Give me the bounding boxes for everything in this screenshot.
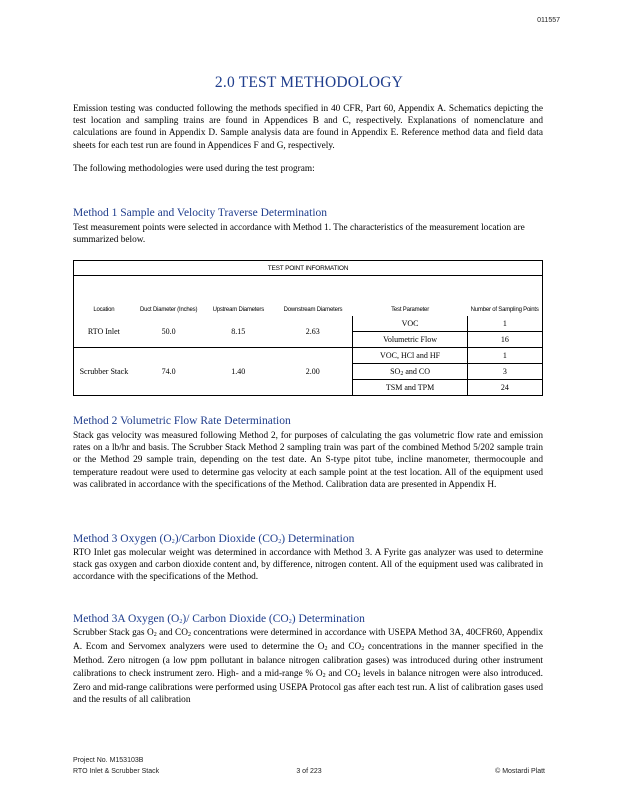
method1-text: Test measurement points were selected in accordance with Method 1. The characteristics of the measurement location are summarized below. (73, 223, 525, 246)
rto-location: RTO Inlet (74, 316, 134, 348)
header-downstream: Downstream Diameters (283, 307, 343, 313)
scrub-param-voc: VOC, HCl and HF (353, 348, 467, 364)
table-title: TEST POINT INFORMATION (74, 261, 543, 276)
page-title: 2.0 TEST METHODOLOGY (214, 74, 404, 91)
document-number: 011557 (537, 17, 560, 24)
method3a-heading: Method 3A Oxygen $(O_2)/$ Carbon Dioxide $(CO_2)$ Determination (73, 613, 365, 625)
table-row (74, 316, 543, 332)
rto-duct: 50.0 (161, 327, 176, 336)
rto-points-voc: 1 (467, 316, 542, 332)
test-point-table (73, 260, 543, 396)
header-location: Location (74, 276, 134, 317)
method1-heading: Method 1 Sample and Velocity Traverse Determination (73, 207, 328, 219)
scrub-points-so2: 3 (467, 364, 542, 380)
rto-param-voc: VOC (353, 316, 467, 332)
header-sampling-points: Number of Sampling Points (467, 276, 542, 317)
rto-points-flow: 16 (467, 332, 542, 348)
footer-page-number: 3 of 223 (296, 768, 322, 775)
rto-downstream: 2.63 (305, 327, 320, 336)
method2-heading: Method 2 Volumetric Flow Rate Determination (73, 415, 291, 427)
scrub-duct: 74.0 (134, 348, 204, 396)
scrub-location: Scrubber Stack (74, 348, 134, 396)
intro-section (73, 103, 543, 175)
method3-text: RTO Inlet gas molecular weight was determined in accordance with Method 3. A Fyrite gas analyzer was used to determine stack gas oxygen and carbon dioxide content and, by difference, nitrogen content. All of the equipment used was calibrated in accordance with the specifications of the Method. (73, 548, 543, 583)
footer-project: Project No. M153103B (73, 757, 144, 764)
footer-location: RTO Inlet & Scrubber Stack (73, 768, 160, 775)
scrub-downstream: 2.00 (273, 348, 353, 396)
method3-heading: Method 3 Oxygen $(O_2)$/Carbon Dioxide $(CO_2)$ Determination (73, 533, 355, 545)
header-test-parameter: Test Parameter (391, 307, 429, 313)
scrub-points-voc: 1 (467, 348, 542, 364)
methodologies-lead: The following methodologies were used during the test program: (73, 163, 315, 174)
table-row (74, 348, 543, 364)
footer-company: © Mostardi Platt (495, 768, 545, 775)
header-upstream: Upstream Diameters (212, 307, 265, 313)
scrub-points-tsm: 24 (467, 380, 542, 396)
method2-text: Stack gas velocity was measured following Method 2, for purposes of calculating the gas volumetric flow rate and emission rates on a lb/hr and basis. The Scrubber Stack Method 2 sampling train was part of the combined Method 5/202 sample train or the Method 29 sample train, depending on the test date. An S-type pitot tube, incline manometer, thermocouple and temperature readout were used to determine gas velocity at each sample point at the test location. All of the equipment used was calibrated in accordance with the specifications of the Method. Calibration data are presented in Appendix H. (73, 431, 543, 490)
method3a-text: Scrubber Stack gas $O_2$ and $CO_2$ concentrations were determined in accordance with USEPA Method 3A, 40CFR60, Appendix A. Ecom and Servomex analyzers were used to determine the $O_2$ and $CO_2$ concentrations in the manner specified in the Method. Zero nitrogen (a low ppm pollutant in balance nitrogen calibration gases) was introduced during other instrument calibrations to check instrument zero. High- and a mid-range % $O_2$ and $CO_2$ levels in balance nitrogen were also introduced. Zero and mid-range calibrations were performed using USEPA Protocol gas after each test run. A list of calibration gases used and the results of all calibration (73, 628, 544, 706)
scrub-param-so2: $SO_2$ and CO (353, 364, 467, 380)
header-duct-diameter: Duct Diameter (Inches) (139, 307, 198, 313)
rto-upstream: 8.15 (231, 327, 246, 336)
intro-paragraph: Emission testing was conducted following the methods specified in 40 CFR, Part 60, Appendix A. Schematics depicting the test location and sampling trains are found in Appendices B and C, respectively. Explanations of nomenclature and calculations are found in Appendix D. Sample analysis data are found in Appendix E. Reference method data and field data sheets for each test run are found in Appendices F and G, respectively. (73, 104, 543, 151)
rto-param-flow: Volumetric Flow (353, 332, 467, 348)
scrub-param-tsm: TSM and TPM (353, 380, 467, 396)
scrub-upstream: 1.40 (203, 348, 273, 396)
